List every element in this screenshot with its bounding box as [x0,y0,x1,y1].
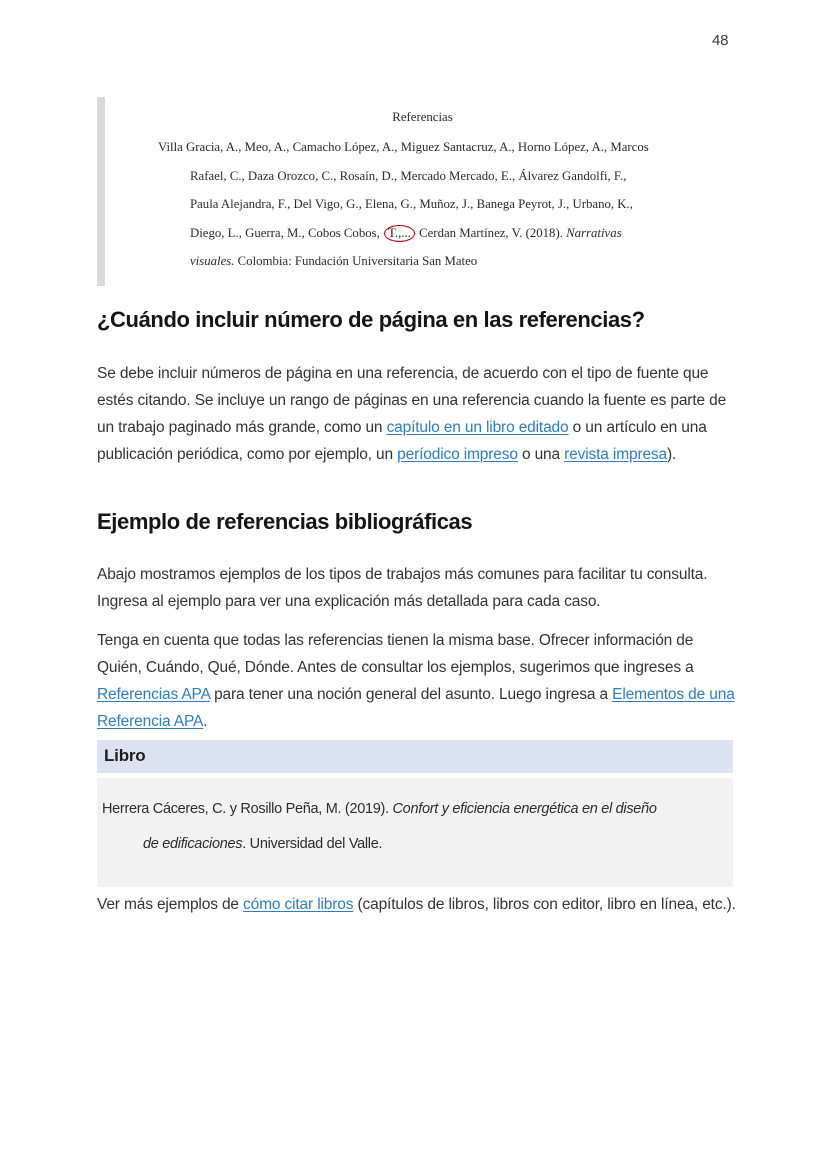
text-run: para tener una noción general del asunto. Luego ingresa a [209,686,613,703]
heading-page-numbers: ¿Cuándo incluir número de página en las referencias? [97,307,645,332]
reference-line-2 [105,162,740,191]
text-run: Tenga en cuenta que todas las referencias tienen la misma base. Ofrecer información de Quién, Cuándo, Qué, Dónde. Antes de consultar los ejemplos, sugerimos que ingreses a [97,632,694,676]
libro-section-header [97,740,733,773]
libro-section-label: Libro [104,746,146,765]
screenshot-body [105,97,740,286]
paragraph-examples-note [97,627,737,735]
text-run: Colombia: Fundación Universitaria San Mateo [234,254,478,269]
text-run: visuales. [190,254,235,269]
screenshot-left-border [97,97,105,286]
libro-example-line-1 [97,778,733,817]
paragraph-examples-intro [97,561,737,615]
inline-link[interactable]: períodico impreso [397,446,518,463]
inline-link[interactable]: revista impresa [564,446,667,463]
libro-example-block [97,778,733,887]
screenshot-referencias-title: Referencias [392,110,453,124]
reference-line-3 [105,190,740,219]
text-run: Villa Gracia, A., Meo, A., Camacho López, A., Miguez Santacruz, A., Horno López, A., Marcos [158,140,649,154]
text-run: Confort y eficiencia energética en el diseño [392,801,657,817]
text-run: . [203,713,208,730]
text-run: Abajo mostramos ejemplos de los tipos de trabajos más comunes para facilitar tu consulta. Ingresa al ejemplo para ver una explicación más detallada para cada caso. [97,566,708,610]
text-run: Diego, L., Guerra, M., Cobos Cobos, [190,225,384,240]
heading-examples: Ejemplo de referencias bibliográficas [97,509,473,534]
apa-reference-screenshot [97,97,740,286]
text-run: (capítulos de libros, libros con editor, libro en línea, etc.). [353,896,736,913]
text-run: Rafael, C., Daza Orozco, C., Rosaín, D., Mercado Mercado, E., Álvarez Gandolfi, F., [190,168,627,183]
inline-link[interactable]: capítulo en un libro editado [386,419,569,436]
text-run: ). [667,446,677,463]
text-run: Herrera Cáceres, C. y Rosillo Peña, M. (2019). [102,801,393,817]
text-run: Narrativas [566,225,622,240]
text-run: Cerdan Martínez, V. (2018). [415,225,567,240]
inline-link[interactable]: cómo citar libros [243,896,354,913]
page-number: 48 [712,32,729,49]
red-circle-annotation: T.,... [384,225,415,242]
text-run: Paula Alejandra, F., Del Vigo, G., Elena, G., Muñoz, J., Banega Peyrot, J., Urbano, K., [190,197,633,212]
text-run: o un artículo en una publicación periódica, como por ejemplo, un [97,419,707,463]
inline-link[interactable]: Referencias APA [97,686,210,703]
paragraph-more-examples [97,891,737,918]
inline-link[interactable]: Elementos de una Referencia APA [97,686,735,730]
paragraph-page-numbers [97,360,737,468]
text-run: o una [517,446,565,463]
reference-line-5 [105,247,740,276]
reference-line-1 [105,133,740,162]
text-run: Se debe incluir números de página en una referencia, de acuerdo con el tipo de fuente que estés citando. Se incluye un rango de páginas en una referencia cuando la fuente es parte de un trabajo paginado más grande, como un [97,365,727,436]
reference-line-4 [105,219,740,248]
text-run: . Universidad del Valle. [242,836,383,852]
libro-example-line-2 [97,817,733,852]
text-run: de edificaciones [143,836,243,852]
text-run: Ver más ejemplos de [97,896,244,913]
